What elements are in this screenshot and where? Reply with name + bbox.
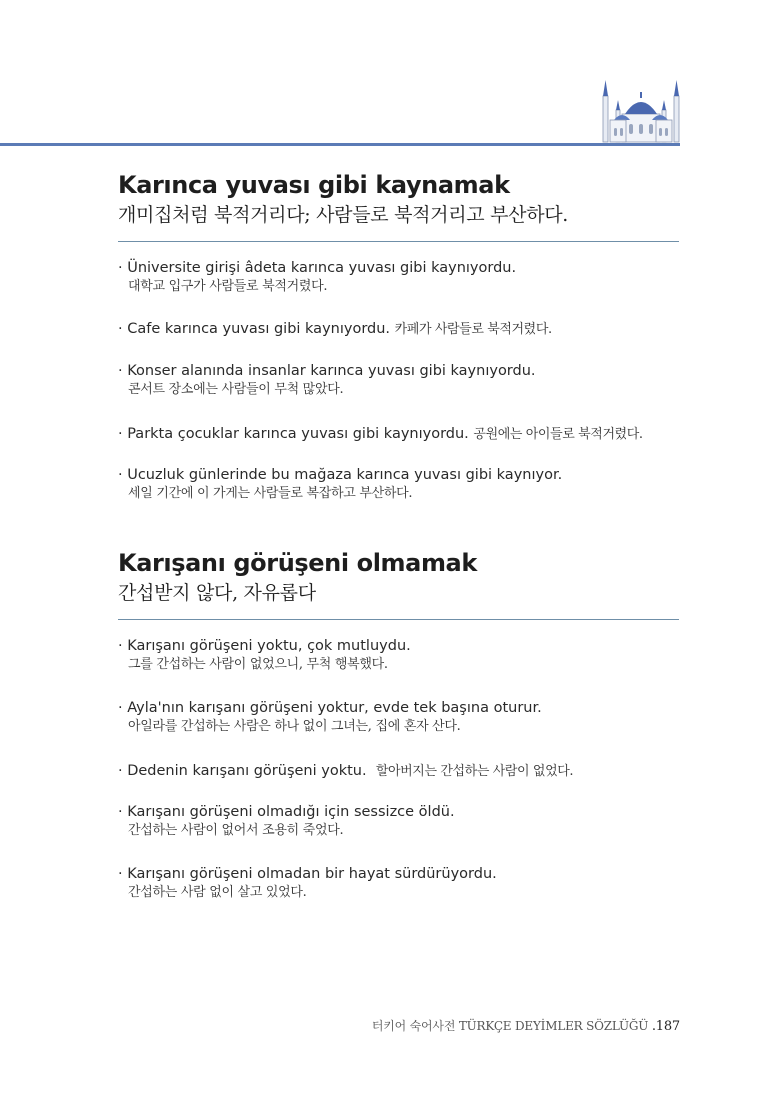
example-korean: 간섭하는 사람이 없어서 조용히 죽었다.	[128, 823, 344, 838]
entry-meaning: 간섭받지 않다, 자유롭다	[118, 582, 316, 604]
entry-divider	[118, 241, 679, 242]
header-rule	[0, 143, 680, 146]
example-korean: 카페가 사람들로 북적거렸다.	[394, 322, 552, 337]
example-korean: 그를 간섭하는 사람이 없었으니, 무척 행복했다.	[128, 657, 388, 672]
entry-title: Karınca yuvası gibi kaynamak	[118, 171, 510, 199]
example-turkish: · Üniversite girişi âdeta karınca yuvası gibi kaynıyordu.	[118, 260, 517, 276]
example-korean: 대학교 입구가 사람들로 북적거렸다.	[128, 279, 328, 294]
example-item	[118, 636, 680, 674]
example-item	[118, 761, 680, 782]
entry-divider	[118, 619, 679, 620]
idiom-entry	[118, 170, 680, 501]
example-turkish: · Cafe karınca yuvası gibi kaynıyordu.	[118, 321, 391, 337]
example-item	[118, 864, 680, 902]
example-turkish: · Ucuzluk günlerinde bu mağaza karınca yuvası gibi kaynıyor.	[118, 467, 563, 483]
example-korean: 할아버지는 간섭하는 사람이 없었다.	[375, 764, 574, 779]
example-item	[118, 465, 680, 503]
example-item	[118, 698, 680, 736]
footer-book-title: 터키어 숙어사전 TÜRKÇE DEYİMLER SÖZLÜĞÜ	[371, 1019, 649, 1033]
example-korean: 간섭하는 사람 없이 살고 있었다.	[128, 885, 307, 900]
example-korean: 공원에는 아이들로 북적거렸다.	[473, 427, 643, 442]
page-number: .187	[651, 1019, 680, 1034]
entry-title: Karışanı görüşeni olmamak	[118, 549, 477, 577]
example-item	[118, 424, 680, 445]
idiom-entry	[118, 548, 680, 900]
example-turkish: · Konser alanında insanlar karınca yuvası gibi kaynıyordu.	[118, 363, 536, 379]
example-turkish: · Parkta çocuklar karınca yuvası gibi kaynıyordu.	[118, 426, 469, 442]
example-turkish: · Karışanı görüşeni olmadığı için sessizce öldü.	[118, 804, 455, 820]
example-item	[118, 258, 680, 296]
example-turkish: · Ayla'nın karışanı görüşeni yoktur, evde tek başına oturur.	[118, 700, 542, 716]
example-korean: 세일 기간에 이 가게는 사람들로 복잡하고 부산하다.	[128, 486, 413, 501]
example-turkish: · Karışanı görüşeni olmadan bir hayat sürdürüyordu.	[118, 866, 497, 882]
example-korean: 아일라를 간섭하는 사람은 하나 없이 그녀는, 집에 혼자 산다.	[128, 719, 461, 734]
example-item	[118, 319, 680, 340]
example-item	[118, 802, 680, 840]
example-item	[118, 361, 680, 399]
example-korean: 콘서트 장소에는 사람들이 무척 많았다.	[128, 382, 344, 397]
mosque-icon	[598, 76, 684, 146]
example-turkish: · Dedenin karışanı görüşeni yoktu.	[118, 763, 367, 779]
page-footer	[372, 1017, 680, 1034]
entry-meaning: 개미집처럼 북적거리다; 사람들로 북적거리고 부산하다.	[118, 204, 569, 226]
example-turkish: · Karışanı görüşeni yoktu, çok mutluydu.	[118, 638, 411, 654]
